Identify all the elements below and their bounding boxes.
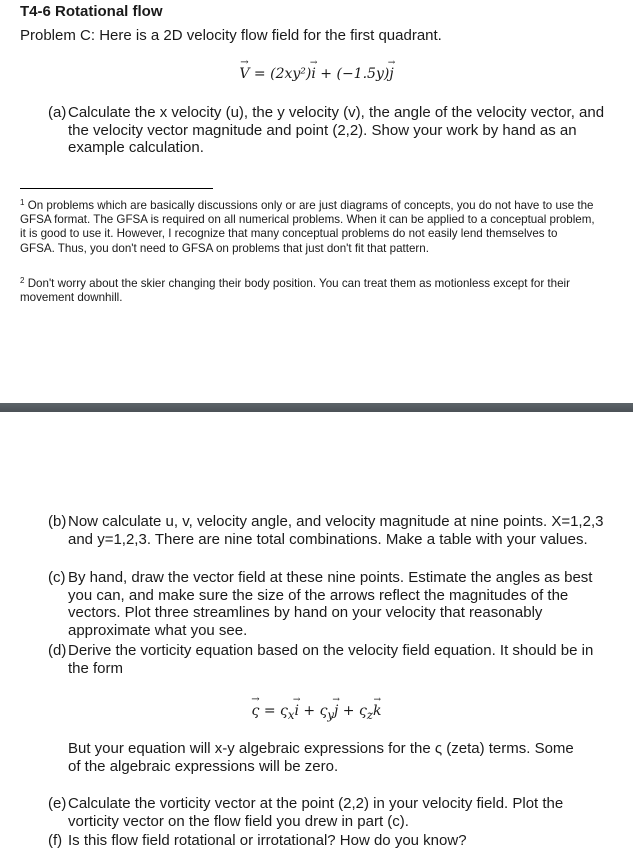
- problem-intro: Problem C: Here is a 2D velocity flow field for the first quadrant.: [20, 27, 442, 44]
- part-d-note: But your equation will x-y algebraic expressions for the ς (zeta) terms. Some of the algebraic expressions will be zero.: [68, 740, 574, 775]
- part-f: (f) Is this flow field rotational or irrotational? How do you know?: [48, 832, 467, 849]
- part-c: (c) By hand, draw the vector field at these nine points. Estimate the angles as best you can, and make sure the size of the arrows reflect the magnitudes of the vectors. Plot three streamlines by hand on your velocity that reasonably approximate what you see.: [48, 569, 593, 639]
- part-a: (a) Calculate the x velocity (u), the y velocity (v), the angle of the velocity vector, and the velocity vector magnitude and point (2,2). Show your work by hand as an example calculation.: [48, 104, 605, 157]
- footnote-separator: [20, 188, 213, 189]
- velocity-vector-symbol: → V: [239, 66, 249, 82]
- part-e: (e) Calculate the vorticity vector at the point (2,2) in your velocity field. Plot the vorticity vector on the flow field you drew in part (c).: [48, 795, 564, 830]
- problem-title: T4-6 Rotational flow: [20, 3, 163, 20]
- velocity-equation: → V = (2xy²)→ i + (−1.5y)→ j: [0, 66, 633, 82]
- page-break-divider: [0, 403, 633, 412]
- vorticity-equation: → $\varsigma = \varsigma_x\to i + \varsigma_y\to j + \varsigma_z\to k$: [0, 703, 633, 722]
- part-b: (b) Now calculate u, v, velocity angle, and velocity magnitude at nine points. X=1,2,3 and y=1,2,3. There are nine total combinations. Make a table with your values.: [48, 513, 604, 548]
- footnote-1: $^1$ On problems which are basically discussions only or are just diagrams of concepts, you do not have to use the GFSA format. The GFSA is required on all numerical problems. When it can be applied to a conceptual problem, it is good to use it. However, I recognize that many conceptual problems do not easily lend themselves to GFSA. Thus, you don't need to GFSA on problems that just don't fit that pattern.: [20, 198, 595, 255]
- part-d: (d) Derive the vorticity equation based on the velocity field equation. It should be in the form: [48, 642, 594, 677]
- footnote-2: $^2$ Don't worry about the skier changing their body position. You can treat them as motionless except for their movement downhill.: [20, 276, 570, 305]
